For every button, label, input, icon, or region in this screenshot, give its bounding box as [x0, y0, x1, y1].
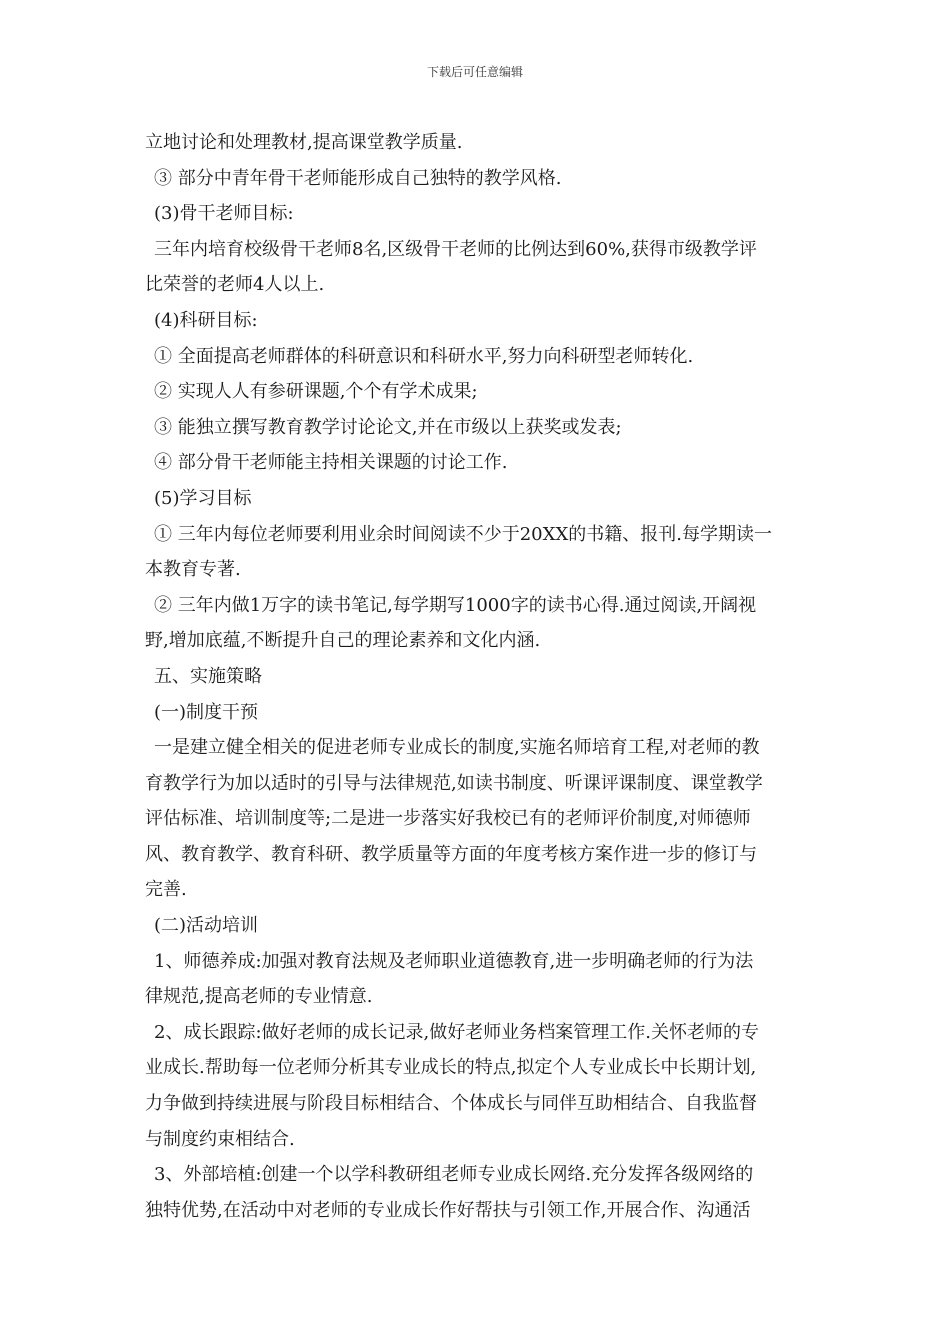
text-line: ④ 部分骨干老师能主持相关课题的讨论工作.: [154, 452, 508, 474]
document-body: [145, 125, 805, 1228]
text-line: 独特优势,在活动中对老师的专业成长作好帮扶与引领工作,开展合作、沟通活: [145, 1199, 751, 1221]
text-line: 本教育专著.: [145, 559, 241, 581]
text-line: 风、教育教学、教育科研、教学质量等方面的年度考核方案作进一步的修订与: [145, 843, 757, 865]
text-line: 2、成长跟踪:做好老师的成长记录,做好老师业务档案管理工作.关怀老师的专: [154, 1021, 759, 1043]
page-header: 下载后可任意编辑: [426, 65, 523, 79]
text-line: ② 三年内做1万字的读书笔记,每学期写1000字的读书心得.通过阅读,开阔视: [154, 594, 757, 616]
text-line: 野,增加底蕴,不断提升自己的理论素养和文化内涵.: [145, 630, 541, 652]
text-line: 评估标准、培训制度等;二是进一步落实好我校已有的老师评价制度,对师德师: [145, 808, 751, 830]
text-line: (5)学习目标: [154, 487, 252, 509]
text-line: 力争做到持续进展与阶段目标相结合、个体成长与同伴互助相结合、自我监督: [145, 1093, 757, 1115]
text-line: ① 三年内每位老师要利用业余时间阅读不少于20XX的书籍、报刊.每学期读一: [154, 523, 772, 545]
subsection-heading: (二)活动培训: [154, 915, 259, 937]
text-line: 1、师德养成:加强对教育法规及老师职业道德教育,进一步明确老师的行为法: [154, 950, 754, 972]
text-line: 业成长.帮助每一位老师分析其专业成长的特点,拟定个人专业成长中长期计划,: [145, 1057, 757, 1079]
text-line: ③ 能独立撰写教育教学讨论论文,并在市级以上获奖或发表;: [154, 416, 622, 438]
text-line: (4)科研目标:: [154, 309, 258, 331]
section-heading: 五、实施策略: [154, 665, 262, 687]
subsection-heading: (一)制度干预: [154, 701, 259, 723]
text-line: 三年内培育校级骨干老师8名,区级骨干老师的比例达到60%,获得市级教学评: [154, 238, 757, 260]
text-line: 一是建立健全相关的促进老师专业成长的制度,实施名师培育工程,对老师的教: [154, 737, 760, 759]
text-line: 3、外部培植:创建一个以学科教研组老师专业成长网络.充分发挥各级网络的: [154, 1164, 754, 1186]
text-line: 完善.: [145, 879, 187, 901]
text-line: 育教学行为加以适时的引导与法律规范,如读书制度、听课评课制度、课堂教学: [145, 772, 763, 794]
text-line: 与制度约束相结合.: [145, 1128, 295, 1150]
text-line: 比荣誉的老师4人以上.: [145, 274, 325, 296]
text-line: ② 实现人人有参研课题,个个有学术成果;: [154, 381, 478, 403]
text-line: 立地讨论和处理教材,提高课堂教学质量.: [145, 132, 463, 153]
text-line: (3)骨干老师目标:: [154, 203, 294, 225]
text-line: 律规范,提高老师的专业情意.: [145, 986, 373, 1008]
text-line: ① 全面提高老师群体的科研意识和科研水平,努力向科研型老师转化.: [154, 345, 694, 367]
text-line: ③ 部分中青年骨干老师能形成自己独特的教学风格.: [154, 167, 562, 189]
